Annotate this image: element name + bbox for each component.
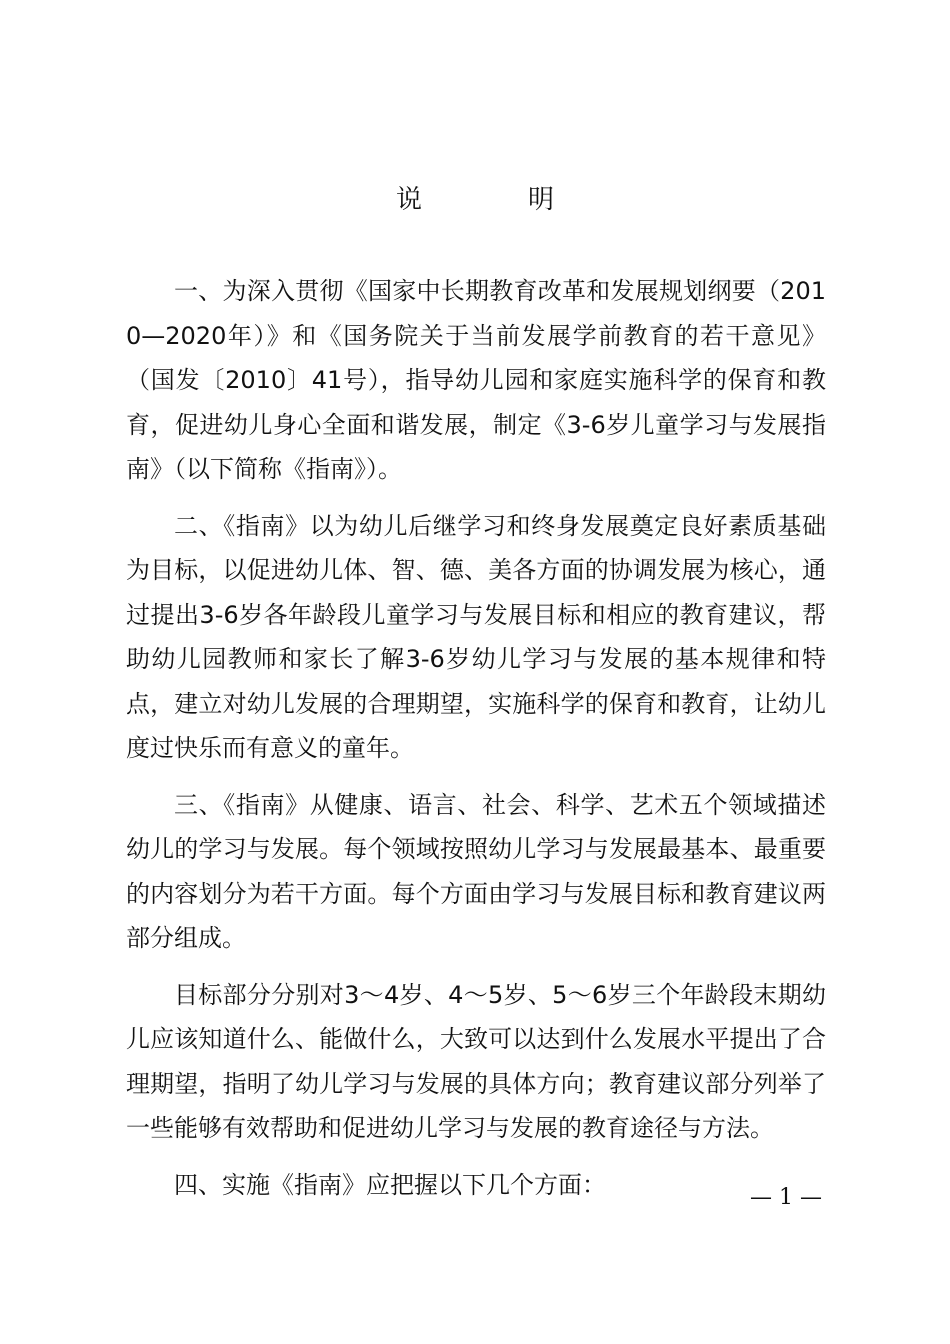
paragraph-5: 四、实施《指南》应把握以下几个方面： <box>174 1170 606 1199</box>
paragraph-3: 三、《指南》从健康、语言、社会、科学、艺术五个领域描述幼儿的学习与发展。每个领域按照幼儿学习与发展最基本、最重要的内容划分为若干方面。每个方面由学习与发展目标和教育建议两部分组成。 <box>126 790 826 952</box>
paragraph-4: 目标部分分别对3～4岁、4～5岁、5～6岁三个年龄段末期幼儿应该知道什么、能做什么，大致可以达到什么发展水平提出了合理期望，指明了幼儿学习与发展的具体方向；教育建议部分列举了一些能够有效帮助和促进幼儿学习与发展的教育途径与方法。 <box>126 980 826 1142</box>
page-number: — 1 — <box>750 1185 822 1210</box>
paragraph-1: 一、为深入贯彻《国家中长期教育改革和发展规划纲要（2010—2020年）》和《国务院关于当前发展学前教育的若干意见》（国发〔2010〕41号），指导幼儿园和家庭实施科学的保育和教育，促进幼儿身心全面和谐发展，制定《3-6岁儿童学习与发展指南》（以下简称《指南》）。 <box>126 277 826 483</box>
document-body <box>126 269 826 1219</box>
paragraph-2: 二、《指南》以为幼儿后继学习和终身发展奠定良好素质基础为目标，以促进幼儿体、智、德、美各方面的协调发展为核心，通过提出3-6岁各年龄段儿童学习与发展目标和相应的教育建议，帮助幼儿园教师和家长了解3-6岁幼儿学习与发展的基本规律和特点，建立对幼儿发展的合理期望，实施科学的保育和教育，让幼儿度过快乐而有意义的童年。 <box>126 511 826 762</box>
page-title: 说 明 <box>395 185 594 215</box>
